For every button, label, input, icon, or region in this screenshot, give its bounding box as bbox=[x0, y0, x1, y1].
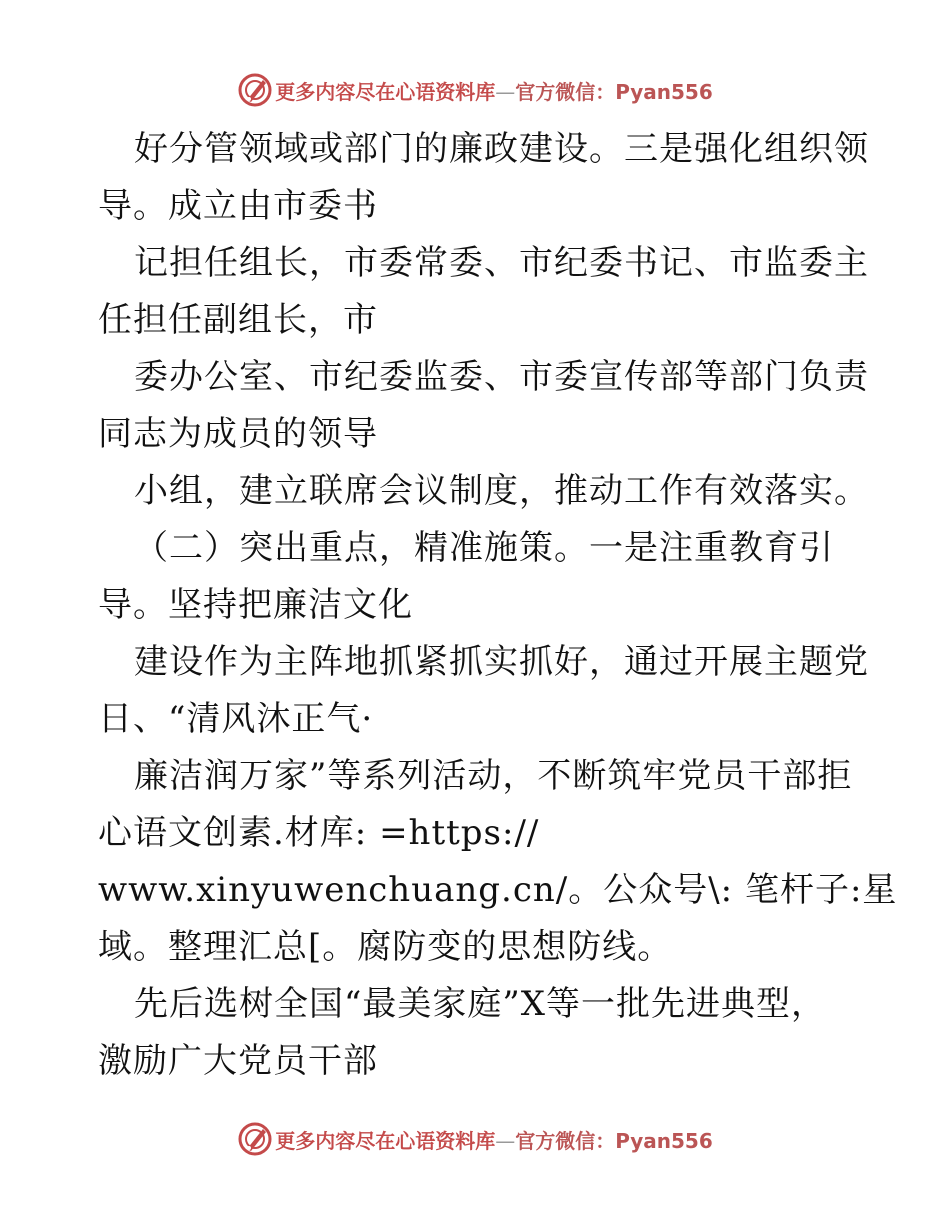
text-line: （二）突出重点，精准施策。一是注重教育引 bbox=[134, 528, 834, 568]
banner-dash: — bbox=[495, 1128, 516, 1153]
banner-wechat: 官方微信：Pyan556 bbox=[515, 1128, 713, 1153]
text-line: 域。整理汇总[。腐防变的思想防线。 bbox=[98, 927, 673, 967]
text-line: 心语文创素.材库: =https:// bbox=[98, 813, 540, 853]
banner-text: 更多内容尽在心语资料库 bbox=[275, 1128, 496, 1153]
text-line: 日、“清风沐正气· bbox=[98, 699, 374, 739]
text-line: 任担任副组长，市 bbox=[98, 300, 378, 340]
seal-logo-icon bbox=[237, 1121, 273, 1157]
text-line: 小组，建立联席会议制度，推动工作有效落实。 bbox=[134, 471, 869, 511]
text-line: 导。坚持把廉洁文化 bbox=[98, 585, 413, 625]
text-line: 激励广大党员干部 bbox=[98, 1041, 378, 1081]
banner-wechat: 官方微信：Pyan556 bbox=[515, 79, 713, 104]
banner-text: 更多内容尽在心语资料库 bbox=[275, 79, 496, 104]
banner-dash: — bbox=[495, 79, 516, 104]
text-line: 先后选树全国“最美家庭”X等一批先进典型， bbox=[134, 984, 826, 1024]
text-line: 廉洁润万家”等系列活动，不断筑牢党员干部拒 bbox=[134, 756, 853, 796]
text-line: 同志为成员的领导 bbox=[98, 414, 378, 454]
text-line: 导。成立由市委书 bbox=[98, 186, 378, 226]
seal-logo-icon bbox=[237, 72, 273, 108]
text-line: 记担任组长，市委常委、市纪委书记、市监委主 bbox=[134, 243, 869, 283]
text-line: 好分管领域或部门的廉政建设。三是强化组织领 bbox=[134, 129, 869, 169]
text-line: www.xinyuwenchuang.cn/。公众号\: 笔杆子:星 bbox=[98, 870, 898, 910]
footer-banner bbox=[0, 1121, 950, 1157]
text-line: 建设作为主阵地抓紧抓实抓好，通过开展主题党 bbox=[134, 642, 869, 682]
header-banner bbox=[0, 72, 950, 108]
document-body bbox=[98, 121, 898, 1090]
text-line: 委办公室、市纪委监委、市委宣传部等部门负责 bbox=[134, 357, 869, 397]
